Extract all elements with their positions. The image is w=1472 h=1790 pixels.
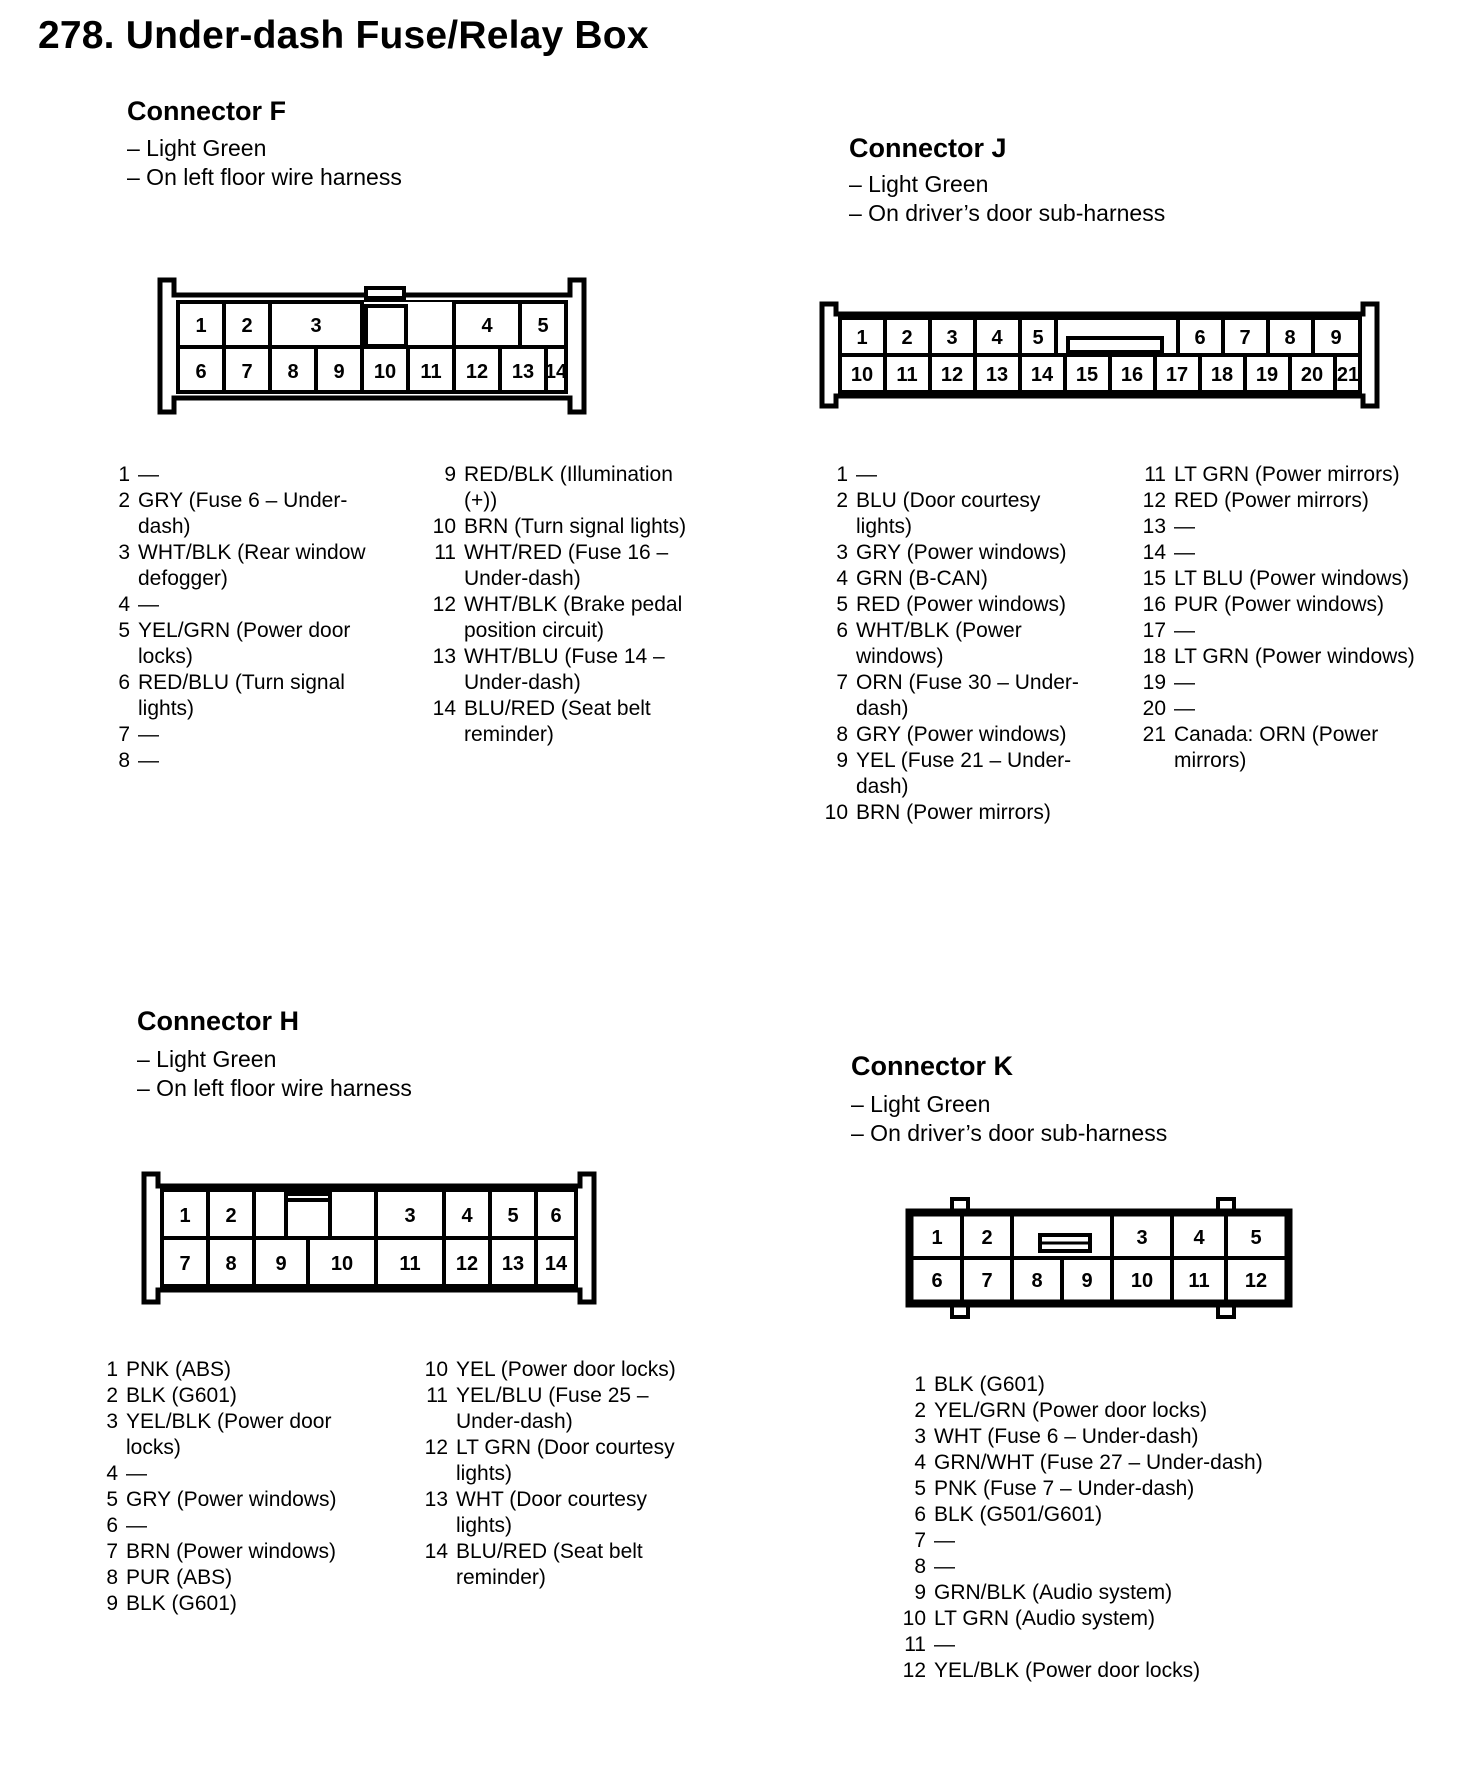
pin-number: 11 [904, 1633, 926, 1656]
pin-description: LT GRN (Door courtesy lights) [456, 1436, 675, 1485]
pin-entry [416, 1435, 706, 1487]
pin-number: 20 [1142, 697, 1166, 720]
pin-description: GRN/BLK (Audio system) [934, 1581, 1173, 1604]
pin-number: 7 [106, 1540, 118, 1563]
connector-k-title: Connector K [851, 1051, 1013, 1081]
pin-entry [890, 1580, 1310, 1606]
pin-description: YEL (Power door locks) [456, 1358, 676, 1381]
pin-label: 12 [455, 1253, 479, 1275]
pin-number: 4 [914, 1451, 926, 1474]
pin-entry [890, 1372, 1310, 1398]
connector-k-location: – On driver’s door sub-harness [851, 1120, 1168, 1146]
pin-label: 15 [1075, 364, 1099, 386]
pin-entry [812, 592, 1102, 618]
pin-label: 6 [195, 361, 207, 383]
pin-description: RED/BLK (Illumination (+)) [464, 463, 673, 512]
pin-description: — [1174, 515, 1195, 538]
pin-number: 5 [106, 1488, 118, 1511]
pin-number: 4 [118, 593, 130, 616]
pin-number: 10 [424, 1358, 448, 1381]
pin-entry [890, 1398, 1310, 1424]
pin-description: ORN (Fuse 30 – Under-dash) [856, 671, 1079, 720]
pin-description: PUR (ABS) [126, 1566, 233, 1589]
pin-number: 3 [914, 1425, 926, 1448]
pin-description: WHT/BLK (Rear window defogger) [138, 541, 366, 590]
pin-description: BLK (G601) [126, 1592, 237, 1615]
pin-number: 13 [424, 1488, 448, 1511]
pin-label: 12 [1244, 1270, 1268, 1292]
connector-f-title: Connector F [127, 96, 286, 126]
pin-label: 11 [399, 1253, 421, 1275]
pin-number: 1 [836, 463, 848, 486]
pin-label: 3 [404, 1205, 416, 1227]
pin-entry [416, 1539, 706, 1591]
pin-entry [416, 1383, 706, 1435]
pin-label: 9 [1081, 1270, 1093, 1292]
pin-number: 13 [432, 645, 456, 668]
pin-entry [812, 566, 1102, 592]
pin-label: 5 [537, 315, 549, 337]
pin-description: — [126, 1514, 147, 1537]
pin-entry [100, 488, 390, 540]
pin-entry [812, 722, 1102, 748]
pin-number: 2 [836, 489, 848, 512]
pin-number: 6 [914, 1503, 926, 1526]
pin-label: 10 [373, 361, 397, 383]
pin-number: 17 [1142, 619, 1166, 642]
pin-label: 5 [1032, 327, 1044, 349]
pin-label: 10 [1130, 1270, 1154, 1292]
pin-description: — [1174, 619, 1195, 642]
pin-description: — [934, 1529, 955, 1552]
pin-number: 9 [444, 463, 456, 486]
pin-label: 3 [310, 315, 322, 337]
pin-description: YEL/BLK (Power door locks) [126, 1410, 332, 1459]
connector-k-pin-list [890, 1372, 1310, 1684]
pin-label: 20 [1300, 364, 1324, 386]
pin-number: 7 [118, 723, 130, 746]
pin-number: 3 [106, 1410, 118, 1433]
pin-entry [96, 1591, 386, 1617]
pin-number: 5 [836, 593, 848, 616]
pin-number: 16 [1142, 593, 1166, 616]
pin-entry [1130, 488, 1430, 514]
pin-entry [100, 618, 390, 670]
pin-label: 17 [1165, 364, 1189, 386]
pin-number: 5 [914, 1477, 926, 1500]
pin-description: RED/BLU (Turn signal lights) [138, 671, 345, 720]
pin-number: 12 [432, 593, 456, 616]
pin-description: PUR (Power windows) [1174, 593, 1385, 616]
pin-description: PNK (Fuse 7 – Under-dash) [934, 1477, 1195, 1500]
pin-entry [1130, 540, 1430, 566]
pin-entry [96, 1487, 386, 1513]
pin-description: — [138, 463, 159, 486]
connector-h-pin-list-left [96, 1357, 386, 1617]
pin-description: GRY (Power windows) [856, 723, 1067, 746]
pin-entry [100, 462, 390, 488]
connector-h-diagram [140, 1170, 600, 1310]
pin-description: WHT (Door courtesy lights) [456, 1488, 647, 1537]
pin-description: BRN (Power windows) [126, 1540, 337, 1563]
pin-description: GRN/WHT (Fuse 27 – Under-dash) [934, 1451, 1263, 1474]
connector-h-color: – Light Green [137, 1046, 277, 1072]
pin-label: 2 [901, 327, 913, 349]
pin-description: YEL (Fuse 21 – Under-dash) [856, 749, 1072, 798]
pin-label: 1 [179, 1205, 191, 1227]
pin-description: WHT/RED (Fuse 16 – Under-dash) [464, 541, 669, 590]
pin-label: 3 [946, 327, 958, 349]
pin-label: 14 [544, 1253, 568, 1275]
pin-label: 7 [241, 361, 253, 383]
pin-description: GRY (Power windows) [856, 541, 1067, 564]
pin-number: 6 [118, 671, 130, 694]
pin-description: GRY (Power windows) [126, 1488, 337, 1511]
pin-number: 14 [432, 697, 456, 720]
pin-description: GRY (Fuse 6 – Under-dash) [138, 489, 348, 538]
pin-entry [100, 592, 390, 618]
pin-label: 21 [1336, 364, 1360, 386]
pin-number: 8 [106, 1566, 118, 1589]
pin-entry [420, 462, 710, 514]
pin-entry [420, 514, 710, 540]
pin-label: 14 [1030, 364, 1054, 386]
pin-label: 8 [225, 1253, 237, 1275]
page-title: 278. Under-dash Fuse/Relay Box [38, 14, 649, 57]
pin-number: 3 [118, 541, 130, 564]
pin-label: 19 [1255, 364, 1279, 386]
pin-label: 9 [1330, 327, 1342, 349]
pin-description: — [1174, 671, 1195, 694]
pin-label: 2 [241, 315, 253, 337]
pin-number: 3 [836, 541, 848, 564]
pin-description: BRN (Power mirrors) [856, 801, 1051, 824]
pin-number: 5 [118, 619, 130, 642]
pin-entry [1130, 592, 1430, 618]
pin-entry [416, 1357, 706, 1383]
pin-label: 8 [1031, 1270, 1043, 1292]
pin-entry [812, 488, 1102, 540]
pin-label: 18 [1210, 364, 1234, 386]
pin-entry [812, 618, 1102, 670]
pin-number: 15 [1142, 567, 1166, 590]
pin-number: 1 [106, 1358, 118, 1381]
connector-h-title: Connector H [137, 1006, 299, 1036]
connector-f-pin-list-right [420, 462, 710, 748]
pin-number: 10 [824, 801, 848, 824]
pin-label: 8 [287, 361, 299, 383]
pin-label: 7 [179, 1253, 191, 1275]
pin-label: 6 [1194, 327, 1206, 349]
pin-label: 1 [856, 327, 868, 349]
pin-number: 4 [836, 567, 848, 590]
pin-entry [100, 670, 390, 722]
pin-entry [890, 1424, 1310, 1450]
pin-label: 10 [330, 1253, 354, 1275]
pin-number: 8 [118, 749, 130, 772]
pin-label: 8 [1284, 327, 1296, 349]
pin-number: 11 [426, 1384, 448, 1407]
pin-label: 9 [333, 361, 345, 383]
pin-number: 12 [424, 1436, 448, 1459]
pin-label: 6 [550, 1205, 562, 1227]
pin-entry [890, 1476, 1310, 1502]
pin-description: BLK (G601) [126, 1384, 237, 1407]
pin-description: YEL/BLU (Fuse 25 – Under-dash) [456, 1384, 649, 1433]
pin-label: 12 [940, 364, 964, 386]
pin-entry [1130, 566, 1430, 592]
pin-description: WHT/BLU (Fuse 14 – Under-dash) [464, 645, 665, 694]
pin-description: BLU/RED (Seat belt reminder) [464, 697, 651, 746]
pin-entry [420, 540, 710, 592]
pin-description: WHT/BLK (Power windows) [856, 619, 1022, 668]
pin-description: LT GRN (Audio system) [934, 1607, 1155, 1630]
pin-number: 2 [106, 1384, 118, 1407]
pin-entry [416, 1487, 706, 1539]
pin-description: LT GRN (Power windows) [1174, 645, 1415, 668]
pin-entry [890, 1554, 1310, 1580]
connector-h-pin-list-right [416, 1357, 706, 1591]
pin-number: 4 [106, 1462, 118, 1485]
pin-label: 11 [1188, 1270, 1210, 1292]
pin-description: Canada: ORN (Power mirrors) [1174, 723, 1379, 772]
pin-description: — [856, 463, 877, 486]
pin-label: 3 [1136, 1227, 1148, 1249]
pin-description: GRN (B-CAN) [856, 567, 988, 590]
pin-entry [96, 1539, 386, 1565]
pin-entry [890, 1606, 1310, 1632]
pin-number: 6 [836, 619, 848, 642]
connector-f-diagram [150, 280, 590, 420]
pin-number: 12 [902, 1659, 926, 1682]
pin-description: WHT (Fuse 6 – Under-dash) [934, 1425, 1199, 1448]
pin-number: 6 [106, 1514, 118, 1537]
pin-entry [96, 1513, 386, 1539]
pin-description: — [138, 723, 159, 746]
pin-entry [890, 1502, 1310, 1528]
pin-number: 1 [118, 463, 130, 486]
pin-label: 4 [991, 327, 1003, 349]
pin-number: 19 [1142, 671, 1166, 694]
pin-description: LT GRN (Power mirrors) [1174, 463, 1400, 486]
pin-entry [1130, 696, 1430, 722]
pin-label: 2 [225, 1205, 237, 1227]
pin-number: 18 [1142, 645, 1166, 668]
pin-description: — [138, 749, 159, 772]
pin-description: — [126, 1462, 147, 1485]
pin-entry [890, 1450, 1310, 1476]
pin-entry [812, 670, 1102, 722]
connector-f-location: – On left floor wire harness [127, 164, 402, 190]
pin-label: 1 [195, 315, 207, 337]
connector-j-diagram [818, 300, 1378, 412]
pin-number: 8 [836, 723, 848, 746]
pin-description: PNK (ABS) [126, 1358, 232, 1381]
pin-number: 14 [1142, 541, 1166, 564]
pin-label: 13 [511, 361, 535, 383]
pin-description: BLK (G601) [934, 1373, 1045, 1396]
pin-description: BRN (Turn signal lights) [464, 515, 687, 538]
pin-label: 13 [985, 364, 1009, 386]
pin-entry [100, 540, 390, 592]
pin-entry [1130, 514, 1430, 540]
pin-number: 7 [914, 1529, 926, 1552]
pin-number: 12 [1142, 489, 1166, 512]
pin-description: — [934, 1633, 955, 1656]
pin-number: 14 [424, 1540, 448, 1563]
pin-number: 9 [914, 1581, 926, 1604]
pin-description: RED (Power windows) [856, 593, 1067, 616]
pin-entry [96, 1409, 386, 1461]
connector-k-diagram [900, 1195, 1300, 1325]
pin-description: BLU (Door courtesy lights) [856, 489, 1041, 538]
pin-label: 13 [501, 1253, 525, 1275]
pin-label: 5 [507, 1205, 519, 1227]
pin-description: — [138, 593, 159, 616]
pin-entry [890, 1632, 1310, 1658]
pin-description: WHT/BLK (Brake pedal position circuit) [464, 593, 683, 642]
connector-j-pin-list-left [812, 462, 1102, 826]
pin-entry [890, 1658, 1310, 1684]
pin-entry [100, 722, 390, 748]
pin-number: 8 [914, 1555, 926, 1578]
pin-entry [420, 592, 710, 644]
pin-entry [96, 1565, 386, 1591]
pin-description: RED (Power mirrors) [1174, 489, 1369, 512]
pin-number: 1 [914, 1373, 926, 1396]
pin-label: 4 [481, 315, 493, 337]
pin-number: 11 [1144, 463, 1166, 486]
pin-label: 7 [981, 1270, 993, 1292]
pin-entry [420, 644, 710, 696]
pin-number: 10 [432, 515, 456, 538]
pin-description: — [934, 1555, 955, 1578]
pin-entry [420, 696, 710, 748]
pin-number: 10 [902, 1607, 926, 1630]
pin-entry [96, 1383, 386, 1409]
pin-label: 4 [461, 1205, 473, 1227]
pin-description: — [1174, 697, 1195, 720]
connector-f-pin-list-left [100, 462, 390, 774]
pin-label: 11 [420, 361, 442, 383]
pin-entry [96, 1461, 386, 1487]
pin-label: 12 [465, 361, 489, 383]
pin-label: 11 [896, 364, 918, 386]
connector-h-location: – On left floor wire harness [137, 1075, 412, 1101]
connector-j-title: Connector J [849, 133, 1007, 163]
pin-entry [1130, 618, 1430, 644]
pin-entry [812, 462, 1102, 488]
pin-number: 2 [118, 489, 130, 512]
pin-label: 4 [1193, 1227, 1205, 1249]
pin-description: YEL/GRN (Power door locks) [138, 619, 351, 668]
pin-label: 9 [275, 1253, 287, 1275]
pin-number: 9 [106, 1592, 118, 1615]
connector-j-color: – Light Green [849, 171, 989, 197]
pin-number: 7 [836, 671, 848, 694]
pin-entry [1130, 722, 1430, 774]
pin-description: YEL/GRN (Power door locks) [934, 1399, 1208, 1422]
pin-description: LT BLU (Power windows) [1174, 567, 1409, 590]
pin-number: 11 [434, 541, 456, 564]
connector-j-pin-list-right [1130, 462, 1430, 774]
pin-label: 16 [1120, 364, 1144, 386]
pin-number: 21 [1142, 723, 1166, 746]
pin-description: BLK (G501/G601) [934, 1503, 1103, 1526]
pin-label: 14 [544, 361, 568, 383]
pin-description: YEL/BLK (Power door locks) [934, 1659, 1201, 1682]
pin-entry [812, 540, 1102, 566]
pin-entry [1130, 644, 1430, 670]
pin-entry [1130, 462, 1430, 488]
pin-label: 2 [981, 1227, 993, 1249]
pin-number: 9 [836, 749, 848, 772]
pin-entry [1130, 670, 1430, 696]
pin-label: 6 [931, 1270, 943, 1292]
pin-entry [812, 800, 1102, 826]
pin-description: BLU/RED (Seat belt reminder) [456, 1540, 643, 1589]
pin-label: 10 [850, 364, 874, 386]
pin-number: 2 [914, 1399, 926, 1422]
connector-k-color: – Light Green [851, 1091, 991, 1117]
connector-f-color: – Light Green [127, 135, 267, 161]
pin-label: 7 [1239, 327, 1251, 349]
pin-entry [100, 748, 390, 774]
pin-label: 5 [1250, 1227, 1262, 1249]
pin-entry [890, 1528, 1310, 1554]
pin-entry [96, 1357, 386, 1383]
connector-j-location: – On driver’s door sub-harness [849, 200, 1166, 226]
pin-entry [812, 748, 1102, 800]
pin-description: — [1174, 541, 1195, 564]
pin-label: 1 [931, 1227, 943, 1249]
pin-number: 13 [1142, 515, 1166, 538]
